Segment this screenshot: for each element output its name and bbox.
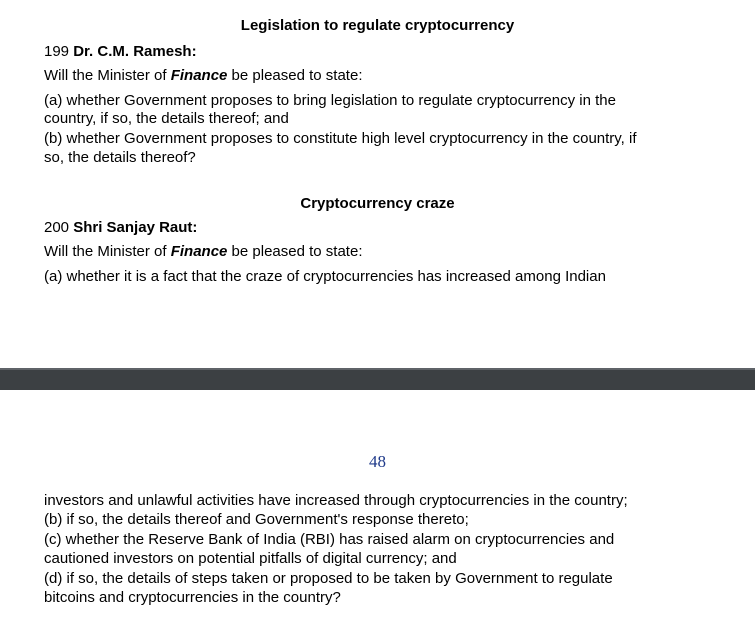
ministry-name: Finance bbox=[170, 67, 228, 84]
intro-prefix: Will the Minister of bbox=[44, 243, 171, 260]
continuation-line: (b) if so, the details thereof and Government's response thereto; bbox=[44, 511, 469, 528]
question-intro bbox=[44, 67, 724, 85]
page-number: 48 bbox=[369, 452, 386, 471]
continuation-line: cautioned investors on potential pitfalls of digital currency; and bbox=[44, 550, 457, 567]
question-line: country, if so, the details thereof; and bbox=[44, 110, 289, 127]
member-name: Shri Sanjay Raut: bbox=[73, 219, 198, 236]
continuation-line: (c) whether the Reserve Bank of India (RBI) has raised alarm on cryptocurrencies and bbox=[44, 531, 615, 548]
question-line: (a) whether it is a fact that the craze of cryptocurrencies has increased among Indian bbox=[44, 268, 606, 285]
intro-suffix: be pleased to state: bbox=[227, 243, 363, 260]
question-line: so, the details thereof? bbox=[44, 149, 196, 166]
continuation-line: investors and unlawful activities have increased through cryptocurrencies in the country; bbox=[44, 492, 628, 509]
intro-suffix: be pleased to state: bbox=[227, 67, 363, 84]
section-title-craze: Cryptocurrency craze bbox=[300, 195, 455, 212]
question-number: 200 bbox=[44, 219, 70, 236]
question-line: (b) whether Government proposes to constitute high level cryptocurrency in the country, if bbox=[44, 130, 637, 147]
ministry-name: Finance bbox=[170, 243, 228, 260]
page-break-divider bbox=[0, 368, 755, 390]
question-header-199 bbox=[44, 43, 724, 61]
continuation-line: bitcoins and cryptocurrencies in the country? bbox=[44, 589, 341, 606]
section-title-legislation: Legislation to regulate cryptocurrency bbox=[240, 17, 515, 34]
question-number: 199 bbox=[44, 43, 70, 60]
question-header-200 bbox=[44, 219, 724, 237]
member-name: Dr. C.M. Ramesh: bbox=[73, 43, 197, 60]
intro-prefix: Will the Minister of bbox=[44, 67, 171, 84]
continuation-line: (d) if so, the details of steps taken or proposed to be taken by Government to regulate bbox=[44, 570, 613, 587]
question-intro bbox=[44, 243, 724, 261]
question-line: (a) whether Government proposes to bring legislation to regulate cryptocurrency in the bbox=[44, 92, 616, 109]
